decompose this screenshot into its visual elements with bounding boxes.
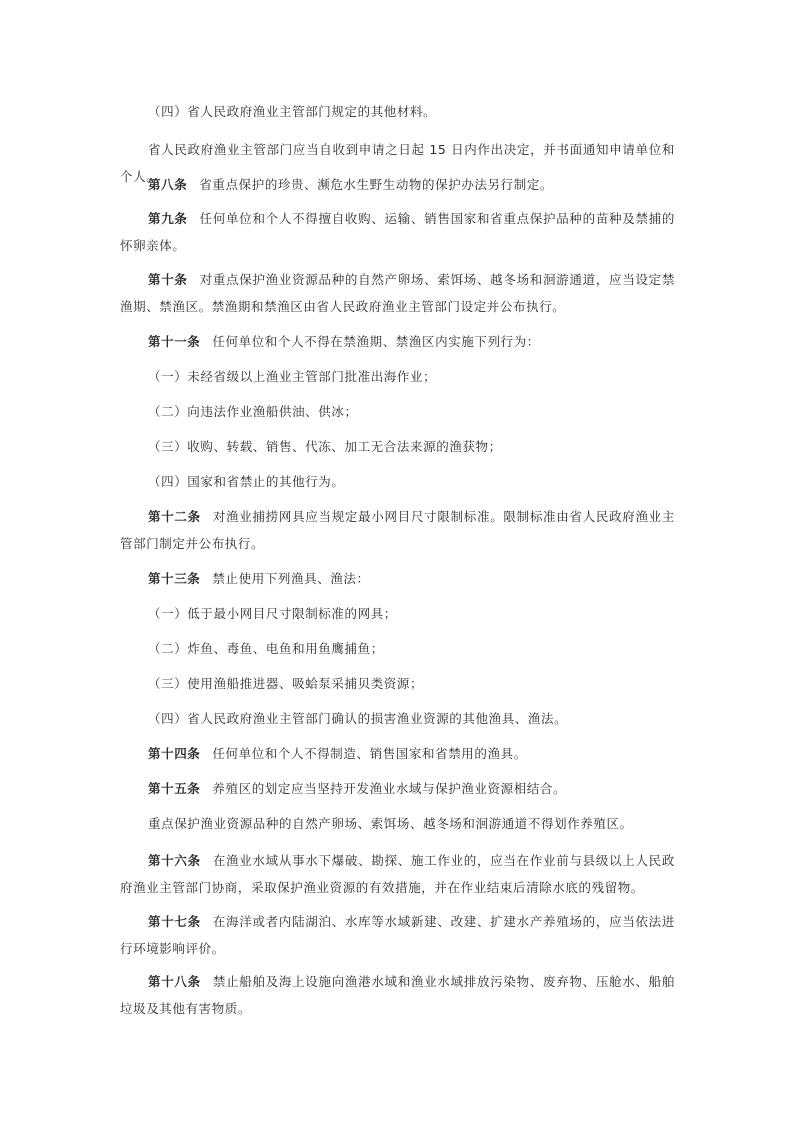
paragraph: [120, 98, 675, 125]
paragraph-text: 养殖区的划定应当坚持开发渔业水域与保护渔业资源相结合。: [212, 781, 567, 796]
paragraph: [120, 810, 675, 837]
paragraph-text: 对渔业捕捞网具应当规定最小网目尺寸限制标准。限制标准由省人民政府渔业主管部门制定并公布执行。: [120, 509, 675, 551]
paragraph-text: （四）国家和省禁止的其他行为。: [148, 474, 345, 489]
paragraph-text: 禁止使用下列渔具、渔法：: [212, 571, 370, 586]
article-number: 第十四条: [148, 746, 201, 761]
paragraph: [120, 705, 675, 732]
paragraph-text: 任何单位和个人不得擅自收购、运输、销售国家和省重点保护品种的苗种及禁捕的怀卵亲体。: [120, 211, 675, 253]
paragraph: [120, 433, 675, 460]
paragraph-text: 任何单位和个人不得制造、销售国家和省禁用的渔具。: [212, 746, 527, 761]
paragraph: [120, 503, 675, 557]
paragraph: [120, 363, 675, 390]
article-number: 第十一条: [148, 334, 201, 349]
paragraph-text: （二）向违法作业渔船供油、供冰；: [148, 404, 358, 419]
paragraph: [120, 600, 675, 627]
article-number: 第十八条: [148, 974, 201, 989]
paragraph: [120, 171, 675, 198]
paragraph-text: 在海洋或者内陆湖泊、水库等水域新建、改建、扩建水产养殖场的，应当依法进行环境影响评价。: [120, 914, 675, 956]
paragraph-text: 在渔业水域从事水下爆破、勘探、施工作业的，应当在作业前与县级以上人民政府渔业主管部门协商，采取保护渔业资源的有效措施，并在作业结束后清除水底的残留物。: [120, 853, 675, 895]
article-number: 第九条: [148, 211, 188, 226]
paragraph-text: （二）炸鱼、毒鱼、电鱼和用鱼鹰捕鱼；: [148, 641, 384, 656]
paragraph-text: 对重点保护渔业资源品种的自然产卵场、索饵场、越冬场和洄游通道，应当设定禁渔期、禁渔区。禁渔期和禁渔区由省人民政府渔业主管部门设定并公布执行。: [120, 272, 675, 314]
paragraph: [120, 205, 675, 259]
article-number: 第十三条: [148, 571, 201, 586]
paragraph: [120, 775, 675, 802]
paragraph-text: 省人民政府渔业主管部门应当自收到申请之日起 15 日内作出决定，并书面通知申请单位和个人。: [120, 142, 675, 184]
article-number: 第八条: [148, 177, 188, 192]
paragraph: [120, 398, 675, 425]
paragraph: [120, 740, 675, 767]
paragraph: [120, 266, 675, 320]
article-number: 第十六条: [148, 853, 201, 868]
paragraph-text: （四）省人民政府渔业主管部门规定的其他材料。: [148, 104, 437, 119]
paragraph-text: 省重点保护的珍贵、濒危水生野生动物的保护办法另行制定。: [199, 177, 554, 192]
paragraph: [120, 968, 675, 1022]
paragraph: [120, 468, 675, 495]
paragraph: [120, 565, 675, 592]
paragraph-text: 重点保护渔业资源品种的自然产卵场、索饵场、越冬场和洄游通道不得划作养殖区。: [148, 816, 633, 831]
paragraph-text: 任何单位和个人不得在禁渔期、禁渔区内实施下列行为：: [212, 334, 540, 349]
article-number: 第十五条: [148, 781, 201, 796]
paragraph: [120, 670, 675, 697]
paragraph: [120, 847, 675, 901]
article-number: 第十七条: [148, 914, 201, 929]
paragraph: [120, 908, 675, 962]
paragraph-text: 禁止船舶及海上设施向渔港水域和渔业水域排放污染物、废弃物、压舱水、船舶垃圾及其他有害物质。: [120, 974, 675, 1016]
paragraph: [120, 328, 675, 355]
paragraph-text: （一）未经省级以上渔业主管部门批准出海作业；: [148, 369, 437, 384]
paragraph-text: （三）使用渔船推进器、吸蛤泵采捕贝类资源；: [148, 676, 424, 691]
paragraph: [120, 635, 675, 662]
paragraph-text: （四）省人民政府渔业主管部门确认的损害渔业资源的其他渔具、渔法。: [148, 711, 568, 726]
article-number: 第十二条: [148, 509, 201, 524]
paragraph-text: （三）收购、转载、销售、代冻、加工无合法来源的渔获物；: [148, 439, 502, 454]
article-number: 第十条: [148, 272, 188, 287]
paragraph-text: （一）低于最小网目尺寸限制标准的网具；: [148, 606, 397, 621]
